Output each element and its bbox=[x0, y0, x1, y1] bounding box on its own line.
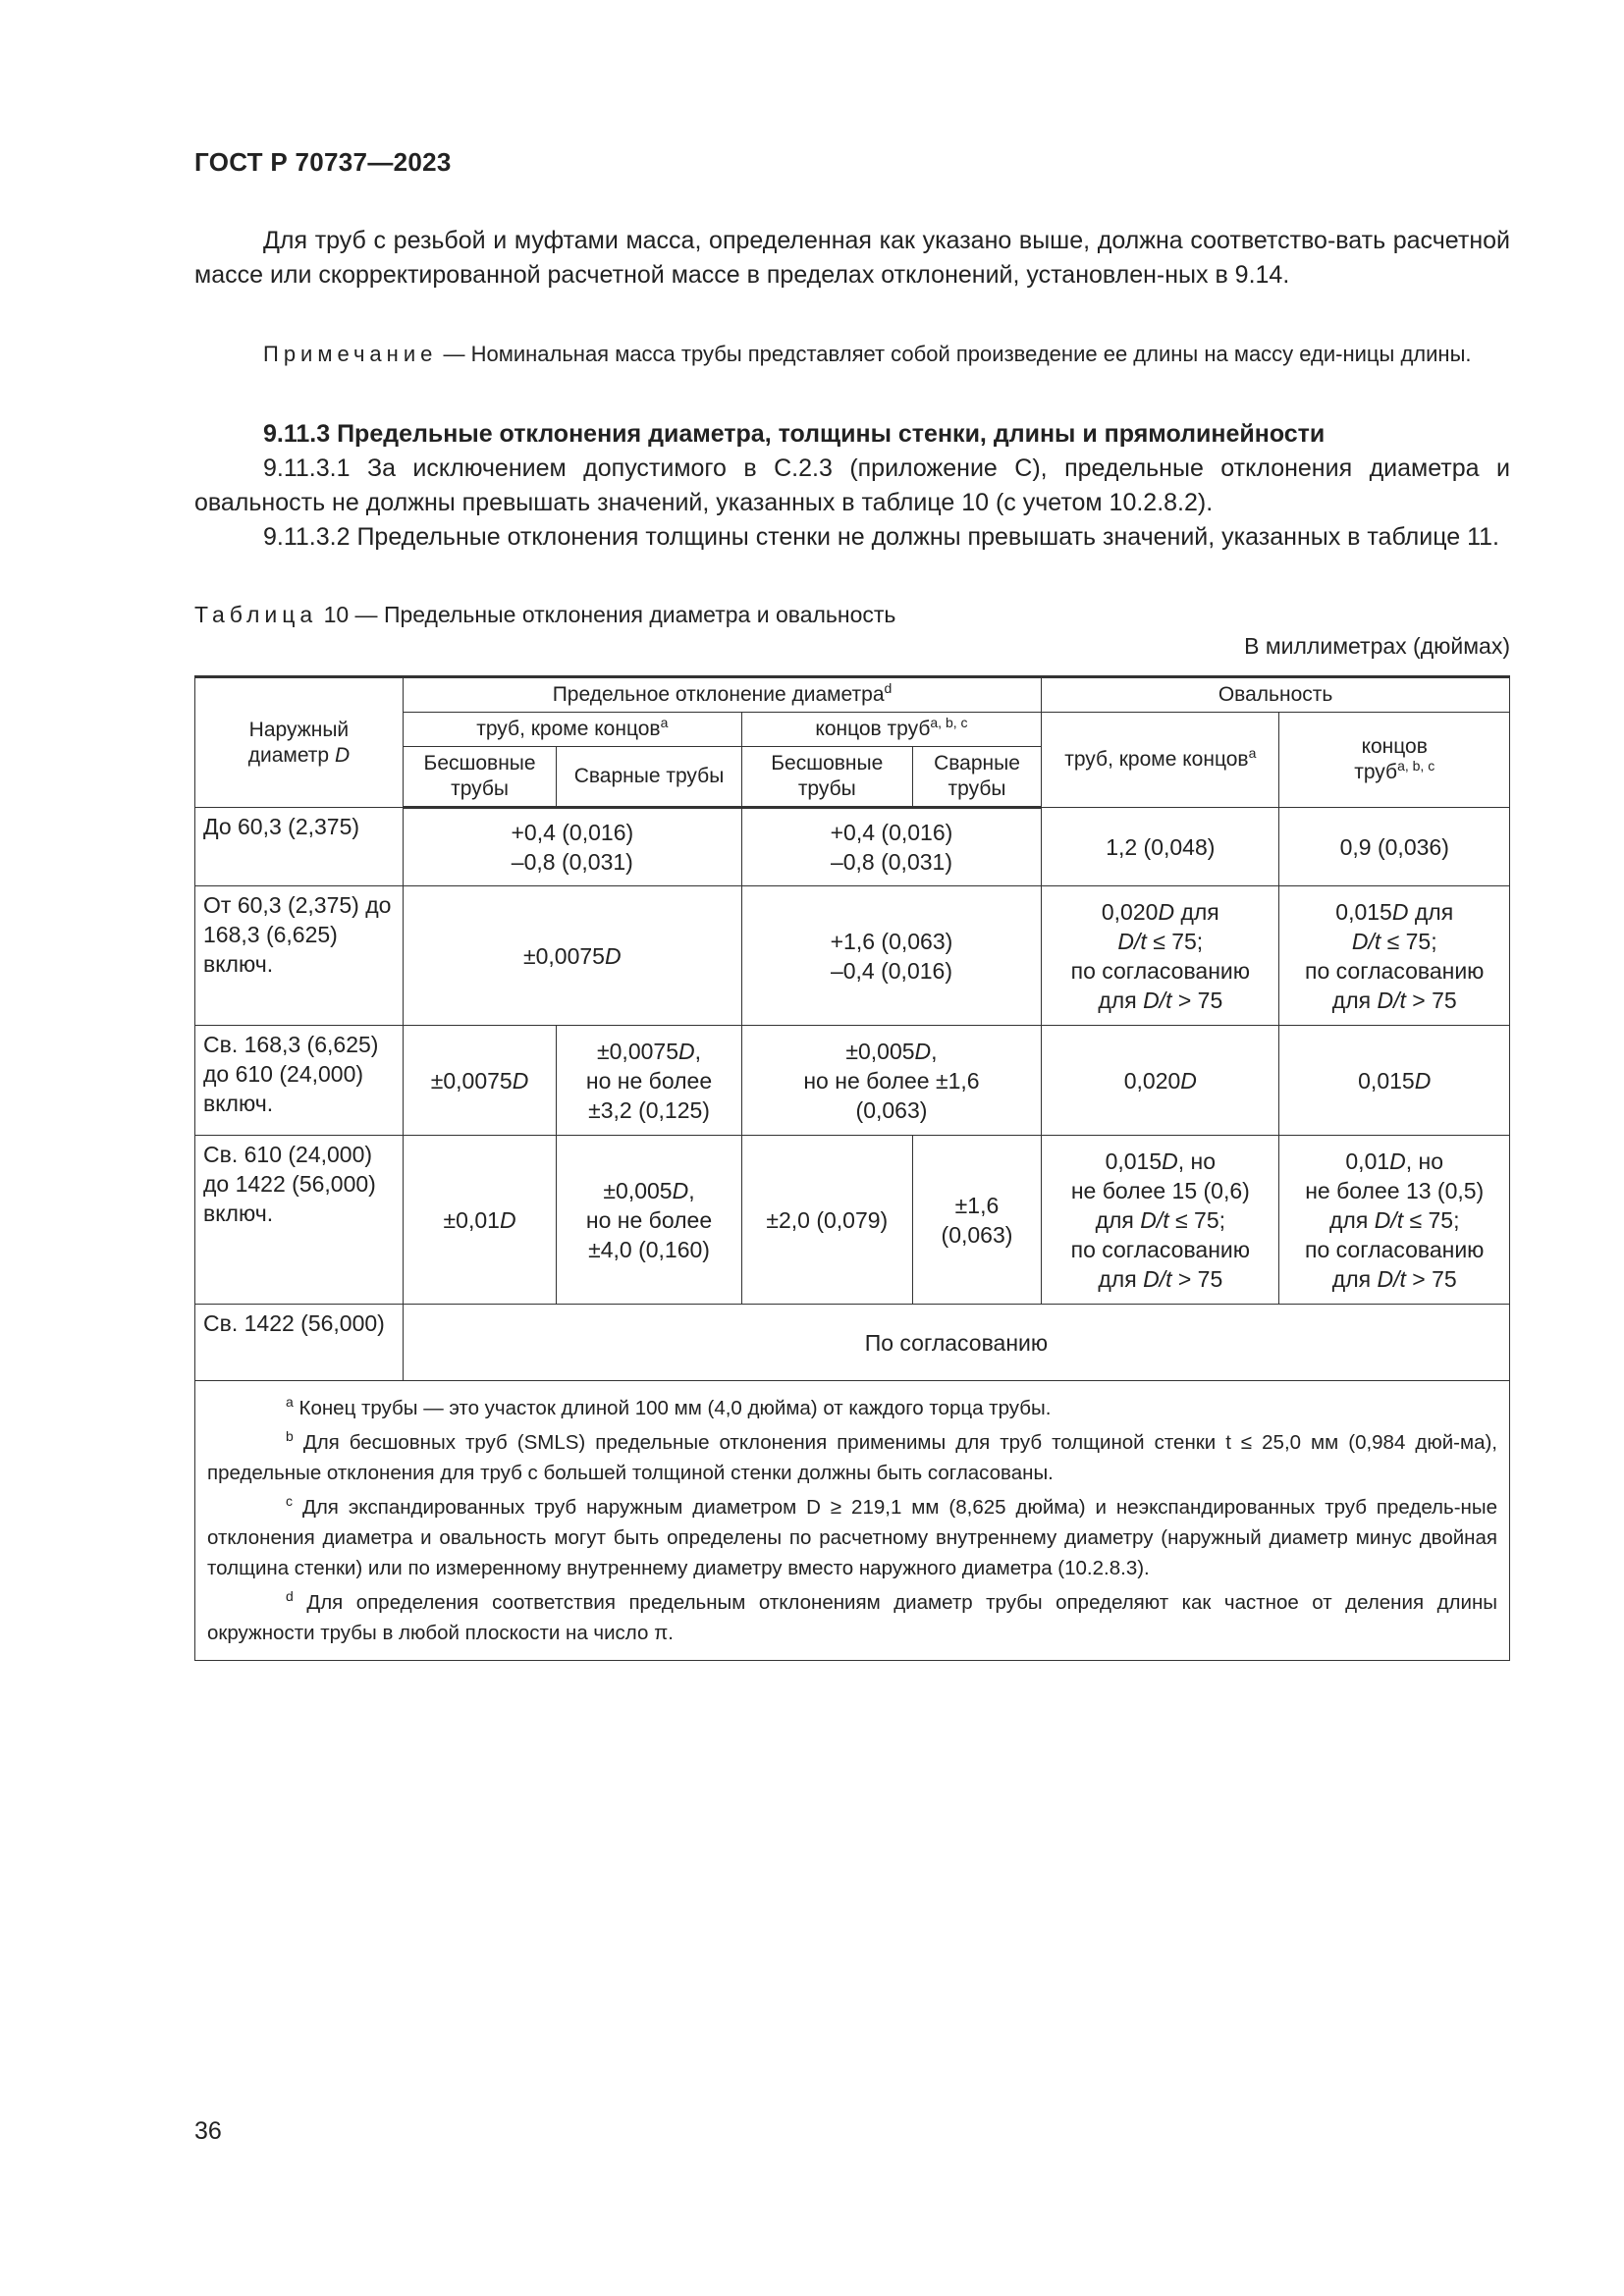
document-id: ГОСТ Р 70737—2023 bbox=[194, 147, 452, 177]
header-diameter-deviation: Предельное отклонение диаметра$^d$ bbox=[403, 677, 1041, 713]
row4-welded-body: ±0,005D, но не более ±4,0 (0,160) bbox=[557, 1136, 742, 1305]
note-text: — Номинальная масса трубы представляет собой произведение ее длины на массу еди-ницы длины. bbox=[437, 342, 1472, 366]
row1-dev-body: +0,4 (0,016) –0,8 (0,031) bbox=[403, 808, 741, 886]
header-outer-diameter: Наружный диаметр D bbox=[195, 677, 404, 808]
table-row bbox=[195, 1136, 1510, 1305]
header-seamless-body: Бесшовные трубы bbox=[403, 747, 556, 808]
row4-seamless-ends: ±2,0 (0,079) bbox=[741, 1136, 912, 1305]
header-seamless-ends: Бесшовные трубы bbox=[741, 747, 912, 808]
row1-ov-body: 1,2 (0,048) bbox=[1042, 808, 1279, 886]
row4-label: Св. 610 (24,000) до 1422 (56,000) включ. bbox=[195, 1136, 404, 1305]
row3-label: Св. 168,3 (6,625) до 610 (24,000) включ. bbox=[195, 1026, 404, 1136]
footnote-d: $^d$ Для определения соответствия предельным отклонениям диаметр трубы определяют как частное от деления длины окружности трубы в любой плоскости на число π. bbox=[207, 1588, 1498, 1644]
row2-ov-ends: 0,015D для D/t ≤ 75; по согласованию для D/t > 75 bbox=[1279, 886, 1510, 1026]
note-paragraph bbox=[194, 338, 1510, 370]
header-ovality-ends: концов труб$^{a, b, c}$ bbox=[1279, 713, 1510, 808]
header-pipe-ends: концов труб$^{a, b, c}$ bbox=[741, 713, 1041, 747]
row4-ov-ends: 0,01D, но не более 13 (0,5) для D/t ≤ 75; по согласованию для D/t > 75 bbox=[1279, 1136, 1510, 1305]
table-caption-text: 10 — Предельные отклонения диаметра и овальность bbox=[317, 602, 896, 627]
table-caption bbox=[194, 602, 895, 628]
row1-ov-ends: 0,9 (0,036) bbox=[1279, 808, 1510, 886]
footnote-a: $^a$ Конец трубы — это участок длиной 100 мм (4,0 дюйма) от каждого торца трубы. bbox=[286, 1394, 1052, 1419]
row5-label: Св. 1422 (56,000) bbox=[195, 1305, 404, 1381]
note-block bbox=[194, 338, 1510, 370]
table-footnotes bbox=[195, 1381, 1510, 1661]
row2-dev-ends: +1,6 (0,063) –0,4 (0,016) bbox=[741, 886, 1041, 1026]
row1-label: До 60,3 (2,375) bbox=[195, 808, 404, 886]
table-row bbox=[195, 808, 1510, 886]
footnote-c: $^c$ Для экспандированных труб наружным диаметром D ≥ 219,1 мм (8,625 дюйма) и неэкспандированных труб предель-ные отклонения диаметра и овальность могут быть определены по расчетному внутреннему диаметру (наружный диаметр минус двойная толщина стенки) или по измеренному внутреннему диаметру вместо наружного диаметра (10.2.8.3). bbox=[207, 1493, 1497, 1579]
row5-value: По согласованию bbox=[403, 1305, 1509, 1381]
footnote-b: $^b$ Для бесшовных труб (SMLS) предельные отклонения применимы для труб толщиной стенки t ≤ 25,0 мм (0,984 дюй-ма), предельные отклонения для труб с большей толщиной стенки должны быть согласованы. bbox=[207, 1428, 1497, 1484]
row3-ov-body: 0,020D bbox=[1042, 1026, 1279, 1136]
tolerance-table bbox=[194, 675, 1510, 1661]
page-number: 36 bbox=[194, 2117, 222, 2145]
row1-dev-ends: +0,4 (0,016) –0,8 (0,031) bbox=[741, 808, 1041, 886]
row2-dev-body: ±0,0075D bbox=[403, 886, 741, 1026]
row3-seamless-body: ±0,0075D bbox=[403, 1026, 556, 1136]
row4-welded-ends: ±1,6 (0,063) bbox=[912, 1136, 1041, 1305]
header-row-1 bbox=[195, 677, 1510, 713]
note-label: Примечание bbox=[263, 342, 438, 366]
row3-ov-ends: 0,015D bbox=[1279, 1026, 1510, 1136]
header-pipes-except-ends: труб, кроме концов$^a$ bbox=[403, 713, 741, 747]
row3-welded-body: ±0,0075D, но не более ±3,2 (0,125) bbox=[557, 1026, 742, 1136]
paragraph-diameter: 9.11.3.1 За исключением допустимого в С.2.3 (приложение С), предельные отклонения диаметра и овальность не должны превышать значений, указанных в таблице 10 (с учетом 10.2.8.2). bbox=[194, 454, 1510, 516]
section-title: 9.11.3 Предельные отклонения диаметра, толщины стенки, длины и прямолинейности bbox=[263, 420, 1326, 448]
header-welded-ends: Сварные трубы bbox=[912, 747, 1041, 808]
paragraph-mass: Для труб с резьбой и муфтами масса, определенная как указано выше, должна соответство-вать расчетной массе или скорректированной расчетной массе в пределах отклонений, установлен-ных в 9.14. bbox=[194, 227, 1510, 289]
header-ovality-except-ends: труб, кроме концов$^a$ bbox=[1042, 713, 1279, 808]
row2-ov-body: 0,020D для D/t ≤ 75; по согласованию для D/t > 75 bbox=[1042, 886, 1279, 1026]
row4-seamless-body: ±0,01D bbox=[403, 1136, 556, 1305]
header-ovality: Овальность bbox=[1042, 677, 1510, 713]
row4-ov-body: 0,015D, но не более 15 (0,6) для D/t ≤ 75; по согласованию для D/t > 75 bbox=[1042, 1136, 1279, 1305]
row3-dev-ends: ±0,005D, но не более ±1,6 (0,063) bbox=[741, 1026, 1041, 1136]
table-row bbox=[195, 886, 1510, 1026]
table-row bbox=[195, 1026, 1510, 1136]
header-welded-body: Сварные трубы bbox=[557, 747, 742, 808]
row2-label: От 60,3 (2,375) до 168,3 (6,625) включ. bbox=[195, 886, 404, 1026]
footnotes-row bbox=[195, 1381, 1510, 1661]
paragraph-wall: 9.11.3.2 Предельные отклонения толщины стенки не должны превышать значений, указанных в таблице 11. bbox=[263, 523, 1499, 551]
section-block bbox=[194, 417, 1510, 555]
body-text-top bbox=[194, 224, 1510, 293]
table-caption-label: Таблица bbox=[194, 602, 318, 627]
table-row bbox=[195, 1305, 1510, 1381]
table-units: В миллиметрах (дюймах) bbox=[1244, 633, 1510, 659]
